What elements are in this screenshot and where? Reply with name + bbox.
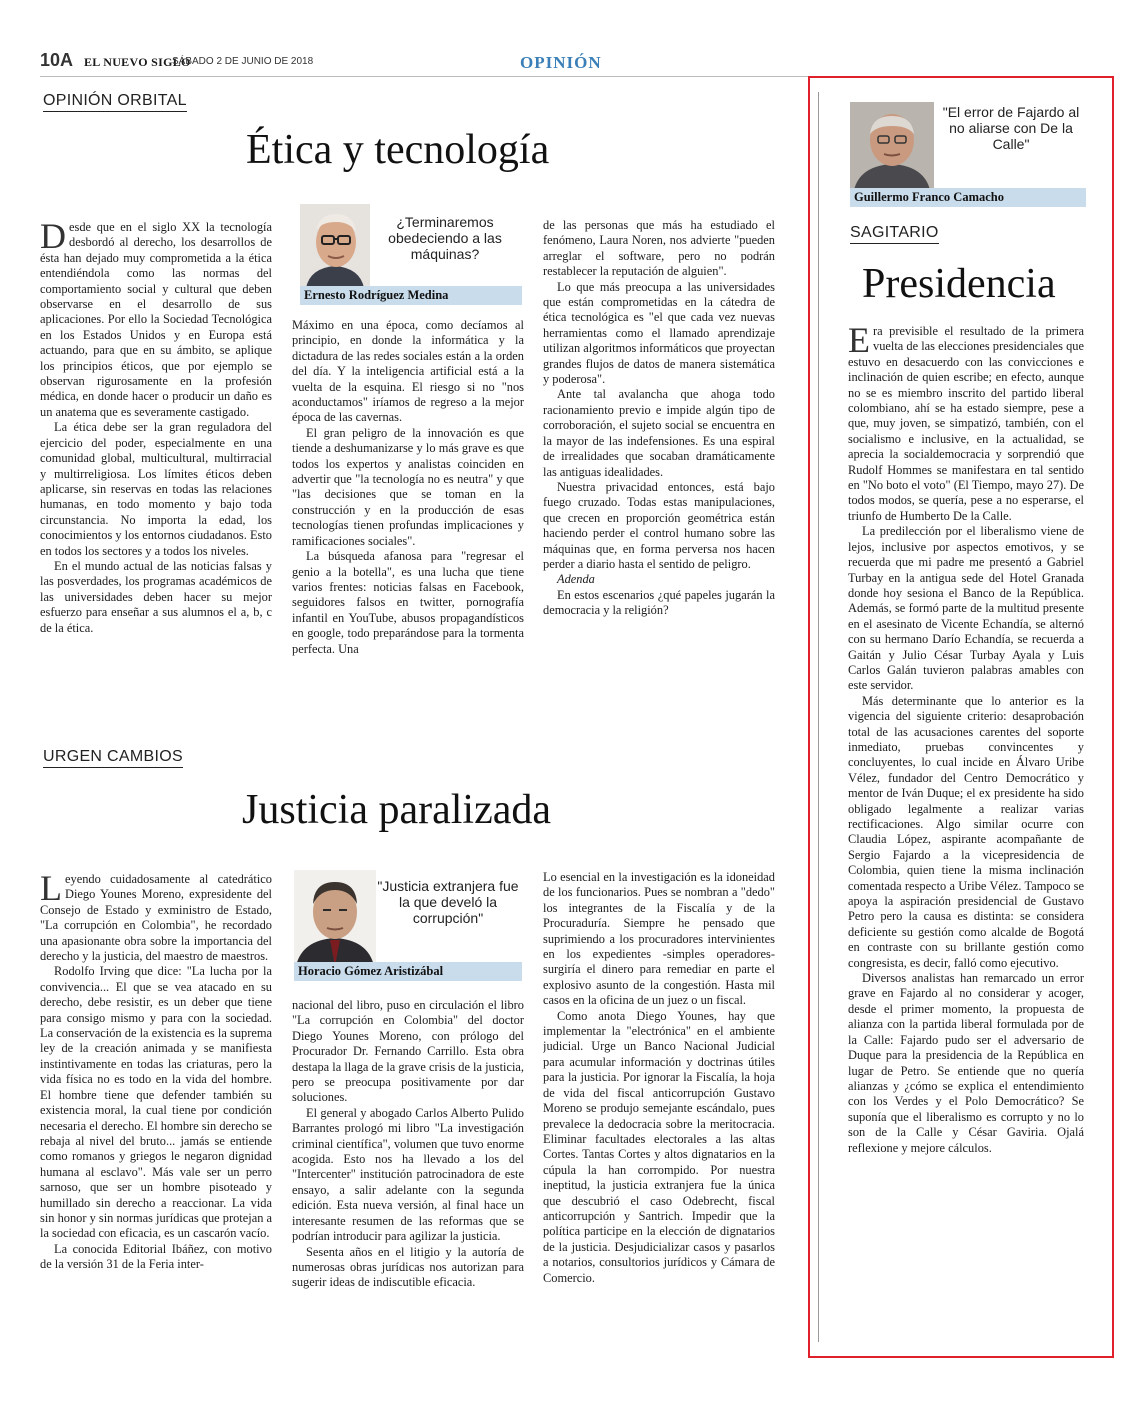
article2-column-3 xyxy=(543,870,775,1350)
article3-byline xyxy=(848,96,1088,210)
article2-pull-quote: "Justicia extranjera fue la que develó la corrupción" xyxy=(377,878,519,926)
article1-paragraph: esde que en el siglo XX la tecnología desbordó al derecho, los desarrollos de ésta han dejado muy comprometida a la ética entendiéndola como las normas del comportamiento social y cultural que deben observarse en el desarrollo de sus aplicaciones. Por ello la Sociedad Tecnológica en los Estados Unidos y en Europa está actuando, para que en su ámbito, se aplique los principios éticos, que por ejemplo se observan rigurosamente en la profesión médica, en donde hacer o producir un daño es un anatema que es severamente castigado. xyxy=(40,220,272,419)
article1-paragraph: de las personas que más ha estudiado el fenómeno, Laura Noren, nos advierte "pueden arreglar el software, pero no podrán restablecer la reputación de alguien". xyxy=(543,218,775,279)
issue-date: SÁBADO 2 DE JUNIO DE 2018 xyxy=(172,56,314,67)
article2-dropcap: L xyxy=(40,872,62,908)
author-photo xyxy=(300,204,370,288)
article1-adenda-label: Adenda xyxy=(557,572,595,587)
newspaper-name: EL NUEVO SIGLO xyxy=(84,55,191,69)
article1-paragraph: Lo que más preocupa a las universidades que están comprometidas en la cátedra de ética tecnológica es "el que cada vez nuevas herramientas como el llamado aprendizaje utilizan algoritmos informáticos que proyectan grandes flujos de datos de manera sistemática y poderosa". xyxy=(543,279,775,387)
masthead xyxy=(40,50,1110,76)
article2-paragraph: El general y abogado Carlos Alberto Pulido Barrantes prologó mi libro "La investigación criminal científica", volumen que tuvo enorme acogida. Esto nos ha llevado a los del "Intercenter" institución patrocinadora de este ensayo, a salir adelante con la segunda edición. Esta nueva versión, al final hace un interesante resumen de las reformas que se podrían introducir para agilizar la justicia. xyxy=(292,1105,524,1244)
article3-body xyxy=(848,324,1084,1344)
article2-paragraph: Rodolfo Irving que dice: "La lucha por la convivencia... El que se vea atacado en su derecho, debe resistir, es un deber que tiene para consigo mismo y para con la sociedad. La conservación de la existencia es la suprema ley de la creación animada y se manifiesta instintivamente en todas las criaturas, pero la vida física no es todo en la vida del hombre. El hombre tiene que defender también su existencia moral, la cual tiene por condición necesaria el derecho. El hombre sin derecho se rebaja al nivel del bruto... jamás se entiende como romanos y griegos le negaron dignidad humana al esclavo". Más vale ser un perro sarnoso, que ser un hombre pisoteado y humillado sin derecho a reaccionar. La vida sin honor y sin normas jurídicas que protejan a la sociedad con eficacia, es un cascarón vacío. xyxy=(40,964,272,1241)
article2-paragraph: Lo esencial en la investigación es la idoneidad de los funcionarios. Pues se nombran a "dedo" los integrantes de la Fiscalía y de la Procuraduría. Siempre he pensado que suprimiendo a los procuradores intervinientes en los expedientes -simples operadores- surgiría el dinero para remediar en parte el explosivo asunto de la congestión. Hasta mil casos en la oficina de un juez o un fiscal. xyxy=(543,870,775,1008)
article2-column-1 xyxy=(40,872,272,1348)
article1-headline: Ética y tecnología xyxy=(246,127,550,173)
article1-paragraph: En el mundo actual de las noticias falsas y las posverdades, los programas académicos de las universidades deben hacer su mejor esfuerzo para enseñar a sus alumnos el a, b, c de la ética. xyxy=(40,558,272,635)
page-number: 10A xyxy=(40,50,74,70)
article3-paragraph: Diversos analistas han remarcado un error grave en Fajardo al no considerar y acoger, desde el primer momento, la propuesta de alianza con la partida liberal formulada por de la Calle: Fajardo pudo ser el adversario de Duque para la presidencia de la República en lugar de Petro. Se entiende que no quería alianzas y ¿cómo se explica el entendimiento con los Verdes y el Polo Democrático? Se suponía que el liberalismo es corrupto y no lo son de la Calle y César Gaviria. Ojalá reflexione y mejore cálculos. xyxy=(848,971,1084,1155)
article1-paragraph: El gran peligro de la innovación es que tiende a deshumanizarse y lo más grave es que todos los expertos y analistas coinciden en advertir que "la tecnología no es neutra" y que "las decisiones que se toman en la construcción y en la producción de esas tecnologías tienen profundas implicaciones y ramificaciones sociales". xyxy=(292,425,524,548)
article2-kicker: URGEN CAMBIOS xyxy=(43,748,183,768)
article1-kicker: OPINIÓN ORBITAL xyxy=(43,92,187,112)
article3-paragraph: La predilección por el liberalismo viene de lejos, inclusive por aspectos emotivos, y se recuerda que mi padre me presentó a Gabriel Turbay en la antigua sede del Hotel Granada donde hoy sesiona el Banco de la República. Además, se formó parte de la multitud presente en el asesinato de Vicente Echandía, se alternó con su hermano Darío Echandía, se recuerda a Gaitán y Julio César Turbay Ayala y Luis Carlos Galán tuvieron palabras amables con este servidor. xyxy=(848,524,1084,693)
section-title: OPINIÓN xyxy=(520,53,602,72)
article2-headline: Justicia paralizada xyxy=(242,787,552,833)
article3-pull-quote: "El error de Fajardo al no aliarse con De la Calle" xyxy=(942,104,1080,152)
article2-byline xyxy=(292,862,524,984)
article1-paragraph: Ante tal avalancha que ahoga todo racionamiento previo e impide algún tipo de corroboración, el sujeto social se encuentra en la mayor de las indefensiones. Es una espiral de irrealidades que socaban dramáticamente las antiguas idealidades. xyxy=(543,387,775,479)
article1-adenda-text: En estos escenarios ¿qué papeles jugarán la democracia y la religión? xyxy=(543,587,775,618)
article1-paragraph: La búsqueda afanosa para "regresar el genio a la botella", es una lucha que tiene varios frentes: noticias falsas en Facebook, seguidores falsos en twitter, pornografía infantil en YouTube, abusos propagandísticos en google, todo preparándose para la tormenta perfecta. Una xyxy=(292,549,524,656)
article2-author: Horacio Gómez Aristizábal xyxy=(294,962,522,981)
article2-paragraph: eyendo cuidadosamente al catedrático Diego Younes Moreno, expresidente del Consejo de Estado y exministro de Estado, "La corrupción en Colombia", he recordado una apasionante obra sobre la importancia del derecho y la justicia, del maestro de maestros. xyxy=(40,872,272,964)
column-divider xyxy=(818,92,819,1342)
article1-paragraph: La ética debe ser la gran reguladora del ejercicio del poder, especialmente en una comunidad global, multicultural, multirracial y multirreligiosa. Los límites éticos deben aplicarse, sin reservas en todas las relaciones humanas, en todo momento y bajo toda circunstancia. No importa la edad, los conocimientos y los entornos ciudadanos. Esto en todos los sectores y a todos los niveles. xyxy=(40,420,272,558)
article3-paragraph: Más determinante que lo anterior es la vigencia del siguiente criterio: desaprobación total de las acusaciones carentes del soporte inmediato, pruebas convincentes y concluyentes, lo cual incide en Álvaro Uribe Vélez, fundador del Centro Democrático y mentor de Iván Duque; el ex presidente ha sido obligado legalmente a realizar varias rectificaciones. Algo similar ocurre con Claudia López, aspirante acompañante de Sergio Fajardo a la vicepresidencia de Colombia, quien tiene la misma inclinación comentada respecto a Uribe Vélez. Tampoco se apoya la aspiración presidencial de Gustavo Petro pero la causa es distinta: se considera deficiente su gestión como alcalde de Bogotá en contraste con su brillante gestión como congresista, es decir, falló como ejecutivo. xyxy=(848,693,1084,970)
article1-dropcap: D xyxy=(40,220,66,256)
article3-author: Guillermo Franco Camacho xyxy=(850,188,1086,207)
article3-paragraph: ra previsible el resultado de la primera vuelta de las elecciones presidenciales que estuvo en desacuerdo con las convicciones e inclinación de quien escribe; en efecto, aunque no se es miembro inscrito del partido liberal colombiano, ahí se ha estado siempre, pese a que, muy joven, se simpatizó, también, con el socialismo e inclusive, en la actualidad, se aprecia la socialdemocracia y sorprendió que Rudolf Hommes se manifestara en tal sentido en "No boto el voto" (El Tiempo, mayo 27). De todos modos, se quería, pese a no esperarse, el triunfo de Humberto De la Calle. xyxy=(848,324,1084,523)
article3-dropcap: E xyxy=(848,324,870,360)
article2-column-2 xyxy=(292,998,524,1350)
article2-paragraph: La conocida Editorial Ibáñez, con motivo de la versión 31 de la Feria inter- xyxy=(40,1241,272,1272)
article1-paragraph: Nuestra privacidad entonces, está bajo fuego cruzado. Todas estas manipulaciones, que crecen en proporción geométrica están haciendo perder el control humano sobre las máquinas que, en forma perversa nos hacen perder a diario hasta el sentido de peligro. xyxy=(543,479,775,571)
article1-column-3 xyxy=(543,218,775,702)
article3-kicker: SAGITARIO xyxy=(850,224,939,244)
article1-column-1 xyxy=(40,220,272,700)
article2-paragraph: Sesenta años en el litigio y la autoría de numerosas obras jurídicas nos autorizan para sugerir ideas de indiscutible eficacia. xyxy=(292,1244,524,1290)
article1-paragraph: Máximo en una época, como decíamos al principio, en donde la informática y la dictadura de las redes sociales están a la orden del día. Y la inteligencia artificial está a la vuelta de la esquina. El riesgo si no "nos aconductamos" iríamos de regreso a la mejor época de las cavernas. xyxy=(292,318,524,425)
article1-pull-quote: ¿Terminaremos obedeciendo a las máquinas? xyxy=(388,214,502,262)
article2-paragraph: Como anota Diego Younes, hay que implementar la "electrónica" en el ambiente judicial. Urge un Banco Nacional Judicial para acumular información y doctrinas útiles para la justicia. Por ignorar la Fiscalía, la hoja de vida del fiscal anticorrupción Gustavo Moreno se produjo semejante escándalo, pues prevalece la dedocracia sobre la meritocracia. Eliminar facultades electorales a las altas Cortes. Tantas Cortes y altos dignatarios en la cúpula la han corrompido. Por nuestra ineptitud, la justicia extranjera fue la única que descubrió el caso Odebrecht, fiscal anticorrupción y Santrich. Impedir que la política participe en la elección de dignatarios de la justicia. Desjudicializar casos y pasarlos a notarios, consultorios jurídicos y Cámara de Comercio. xyxy=(543,1008,775,1285)
article3-headline: Presidencia xyxy=(862,261,1056,307)
article2-paragraph: nacional del libro, puso en circulación el libro "La corrupción en Colombia" del doctor Diego Younes Moreno, con prólogo del Procurador Dr. Fernando Carrillo. Esta obra destapa la llaga de la grave crisis de la justicia, pero se preocupa positivamente por dar soluciones. xyxy=(292,998,524,1105)
article1-author: Ernesto Rodríguez Medina xyxy=(300,286,522,305)
article1-byline xyxy=(292,200,524,304)
author-photo xyxy=(850,102,934,190)
article1-column-2 xyxy=(292,318,524,702)
author-photo xyxy=(294,870,376,966)
